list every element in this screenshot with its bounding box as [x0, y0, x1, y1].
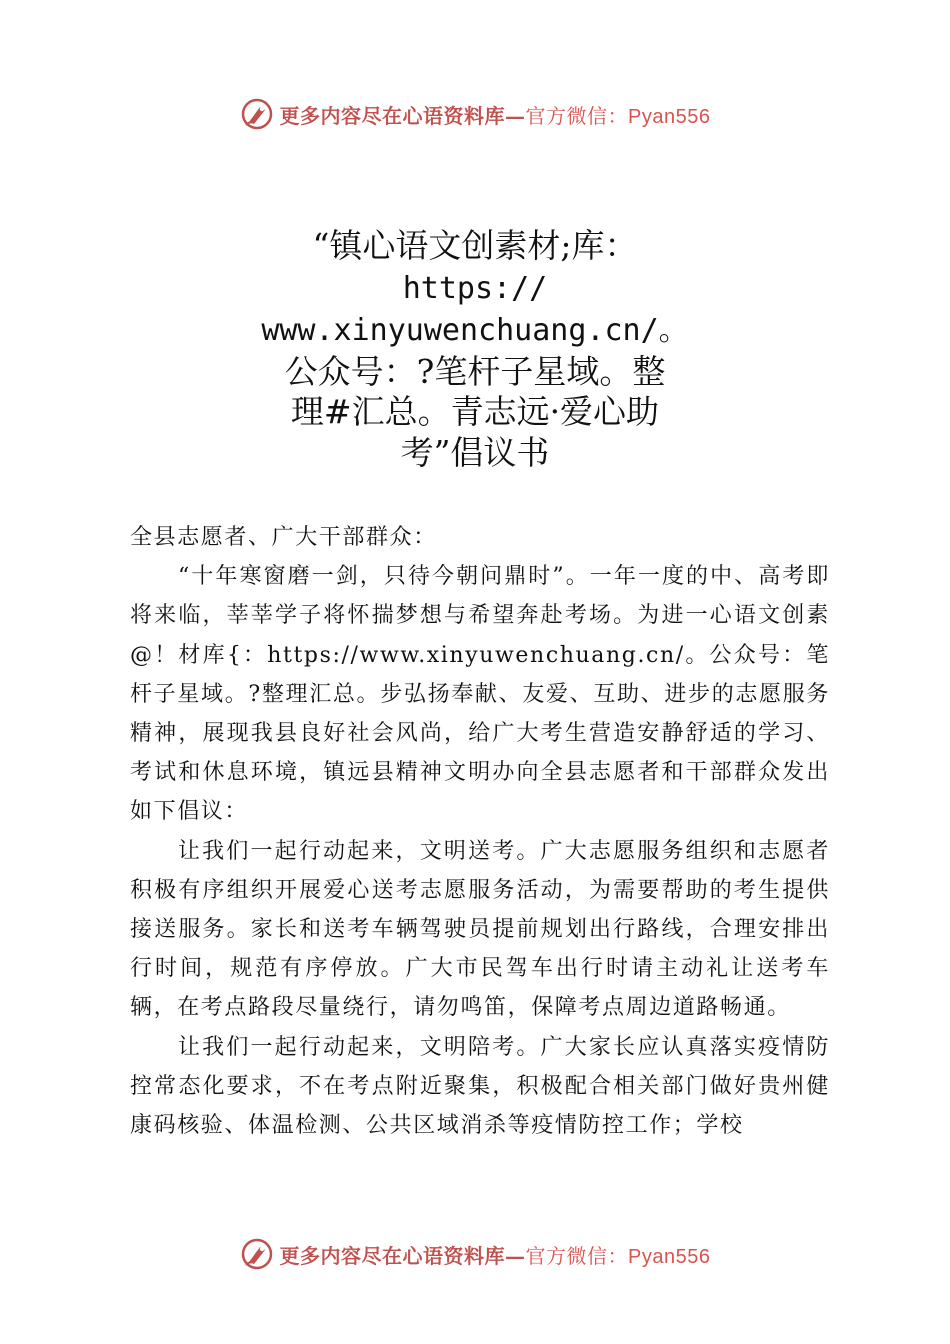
banner-dash: —: [505, 103, 526, 128]
banner-text: [280, 100, 711, 129]
banner-text: [280, 1240, 711, 1269]
banner-site-text: 更多内容尽在心语资料库: [279, 103, 506, 128]
title-line-3: www.xinyuwenchuang.cn/。: [261, 313, 689, 348]
title-line-6: 考”倡议书: [400, 432, 550, 472]
footer-banner: [0, 1234, 950, 1274]
paragraph-intro: “十年寒窗磨一剑，只待今朝问鼎时”。一年一度的中、高考即将来临，莘莘学子将怀揣梦想与希望奔赴考场。为进一心语文创素@！材库{：https://www.xinyuwenchuang.cn/。公众号：笔杆子星域。?整理汇总。步弘扬奉献、友爱、互助、进步的志愿服务精神，展现我县良好社会风尚，给广大考生营造安静舒适的学习、考试和休息环境，镇远县精神文明办向全县志愿者和干部群众发出如下倡议：: [130, 564, 830, 825]
title-line-4: 公众号：?笔杆子星域。整: [284, 351, 666, 391]
banner-dash: —: [505, 1243, 526, 1268]
header-banner: [0, 94, 950, 134]
title-line-2: https://: [402, 270, 548, 306]
pen-nib-logo-icon: [240, 97, 274, 131]
pen-nib-logo-icon: [240, 1237, 274, 1271]
paragraph-send-exam: 让我们一起行动起来，文明送考。广大志愿服务组织和志愿者积极有序组织开展爱心送考志愿服务活动，为需要帮助的考生提供接送服务。家长和送考车辆驾驶员提前规划出行路线，合理安排出行时间，规范有序停放。广大市民驾车出行时请主动礼让送考车辆，在考点路段尽量绕行，请勿鸣笛，保障考点周边道路畅通。: [130, 838, 830, 1021]
document-body: [130, 518, 830, 1145]
title-line-5: 理#汇总。青志远·爱心助: [290, 392, 660, 431]
title-line-1: “镇心语文创素材;库：: [312, 226, 638, 265]
banner-site-text: 更多内容尽在心语资料库: [279, 1243, 506, 1268]
salutation: 全县志愿者、广大干部群众：: [130, 525, 437, 550]
paragraph-accompany-exam: 让我们一起行动起来，文明陪考。广大家长应认真落实疫情防控常态化要求，不在考点附近聚集，积极配合相关部门做好贵州健康码核验、体温检测、公共区域消杀等疫情防控工作；学校: [130, 1034, 830, 1139]
banner-wechat-text: 官方微信：Pyan556: [525, 1245, 711, 1268]
document-title: [200, 226, 750, 473]
banner-wechat-text: 官方微信：Pyan556: [525, 105, 711, 128]
